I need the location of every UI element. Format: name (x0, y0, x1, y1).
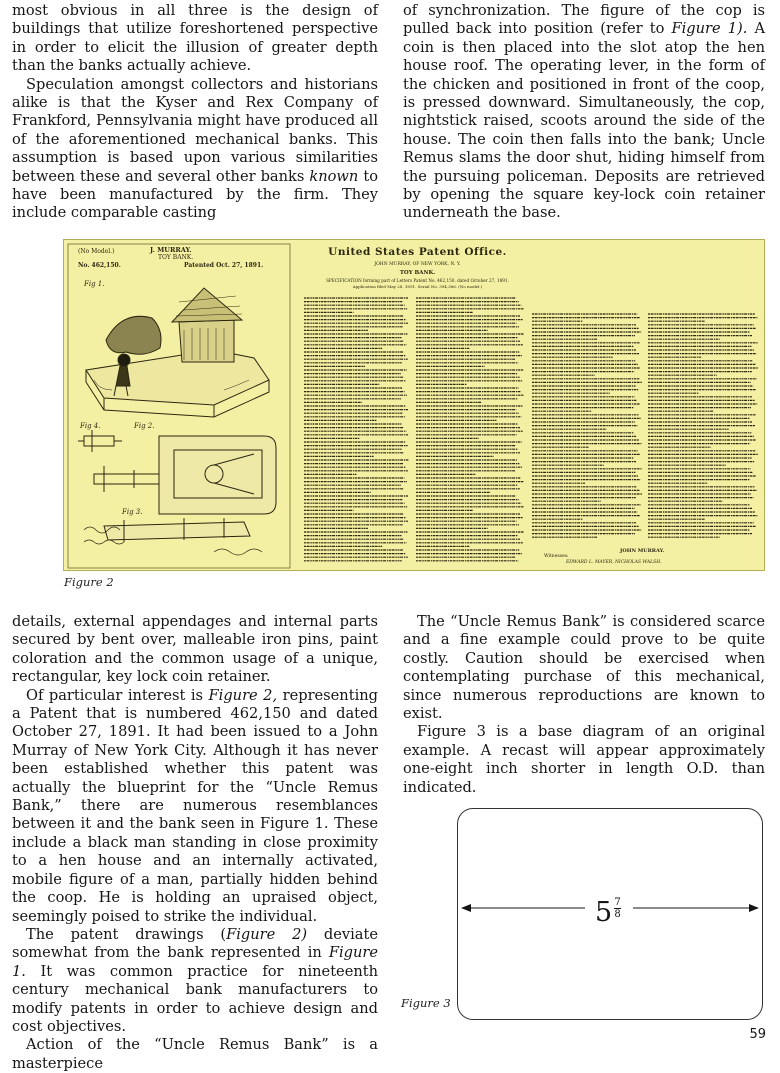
italic-text: Figure 1. (12, 944, 378, 980)
specification-text-lines (304, 298, 758, 561)
paragraph (12, 613, 378, 687)
fig4-drawing (78, 430, 122, 452)
paragraph (12, 926, 378, 1036)
text-run: representing a Patent that is numbered 462,150 and dated October 27, 1891. It had been issued to a John Murray of New York City. Although it has never been established whether this patent was actually the blueprint for the “Uncle Remus Bank,” there are numerous resemblances between it and the bank seen in Figure 1. These include a black man standing in close proximity to a hen house and an internally activated, mobile figure of a man, partially hidden behind the coop. He is holding an upraised object, seemingly poised to strike the individual. (12, 686, 378, 925)
paragraph (12, 1036, 378, 1073)
text-run: details, external appendages and internal parts secured by bent over, malleable iron pins, paint coloration and the common usage of a unique, rectangular, key lock coin retainer. (12, 613, 378, 686)
patent-application-line: Application filed May 28, 1891. Serial No. 394,386. (No model.) (352, 284, 483, 289)
italic-text: Figure 1). (671, 20, 748, 38)
text-run: of synchronization. The figure of the cop is pulled back into position (refer to (403, 2, 765, 38)
fraction-numerator: 7 (614, 897, 621, 908)
text-run: The “Uncle Remus Bank” is considered scarce and a fine example could prove to be quite costly. Caution should be exercised when contemplating purchase of this mechanical, since numerous reproductions are known to exist. (403, 613, 765, 723)
patent-witness-names: EDWARD L. MAYER, NICHOLAS WALSH. (566, 560, 662, 565)
drawing-no-model: (No Model.) (78, 248, 115, 255)
fig3-drawing (104, 518, 250, 542)
patent-figure (63, 239, 765, 571)
column-bottom-left (12, 613, 378, 1073)
patent-bank-title: TOY BANK. (399, 270, 436, 276)
paragraph (12, 2, 378, 76)
paragraph (403, 613, 765, 723)
patent-specification-line: SPECIFICATION forming part of Letters Patent No. 462,150, dated October 27, 1891. (326, 278, 509, 283)
text-run: Of particular interest is (26, 686, 209, 704)
drawing-number: No. 462,150. (78, 262, 121, 269)
drawing-title: TOY BANK. (158, 254, 194, 261)
text-run: A coin is then placed into the slot atop the hen house roof. The operating lever, in the form of the chicken and positioned in front of the coop, is pressed downward. Simultaneously, the cop, nightstick raised, scoots around the side of the house. The coin then falls into the bank; Uncle Remus slams the door shut, hiding himself from the pursuing policeman. Deposits are retrieved by opening the square key-lock coin retainer underneath the base. (403, 20, 765, 222)
fig1-drawing (86, 288, 269, 417)
text-run: most obvious in all three is the design of buildings that utilize foreshortened perspective in order to elicit the illusion of greater depth than the banks actually achieve. (12, 2, 378, 75)
patent-witnesses-label: Witnesses: (544, 554, 569, 559)
figure-3-caption: Figure 3 (401, 996, 451, 1010)
paragraph (403, 723, 765, 797)
fig3-label: Fig 3. (122, 508, 143, 516)
drawing-date: Patented Oct. 27, 1891. (184, 262, 264, 269)
paragraph (403, 2, 765, 223)
patent-signature: JOHN MURRAY. (620, 548, 665, 554)
fig2-label: Fig 2. (134, 422, 155, 430)
patent-office-title: United States Patent Office. (328, 246, 507, 258)
figure-3-dimension-fraction (614, 897, 621, 920)
patent-inventor-line: JOHN MURRAY, OF NEW YORK, N. Y. (374, 262, 461, 267)
patent-sheet-art (64, 240, 766, 572)
drawing-inventor: J. MURRAY. (150, 246, 192, 254)
text-run: The patent drawings ( (26, 925, 227, 943)
text-run: to have been manufactured by the firm. They include comparable casting (12, 167, 378, 222)
fig2-drawing (94, 436, 276, 514)
fig4-label: Fig 4. (80, 422, 101, 430)
text-run: Action of the “Uncle Remus Bank” is a masterpiece (12, 1036, 378, 1072)
paragraph (12, 687, 378, 926)
figure-2-caption: Figure 2 (64, 575, 114, 589)
column-bottom-right (403, 613, 765, 797)
text-run: deviate somewhat from the bank represented in (12, 925, 379, 962)
column-top-right (403, 2, 765, 223)
italic-text: known (309, 167, 359, 185)
paragraph (12, 76, 378, 223)
fraction-denominator: 8 (614, 909, 621, 920)
italic-text: Figure 2) (226, 925, 308, 943)
text-run: Figure 3 is a base diagram of an original example. A recast will appear approximately one-eight inch shorter in length O.D. than indicated. (403, 723, 765, 796)
text-run: It was common practice for nineteenth century mechanical bank manufacturers to modify patents in order to achieve design and cost objectives. (12, 962, 378, 1035)
italic-text: Figure 2, (208, 686, 278, 704)
text-run: Speculation amongst collectors and historians alike is that the Kyser and Rex Company of Frankford, Pennsylvania might have produced all of the aforementioned mechanical banks. This assumption is based upon various similarities between these and several other banks (12, 75, 378, 185)
figure-3-dimension-whole: 5 (595, 897, 613, 928)
fig1-label: Fig 1. (84, 280, 105, 288)
column-top-left (12, 2, 378, 223)
page-number: 59 (749, 1027, 766, 1042)
